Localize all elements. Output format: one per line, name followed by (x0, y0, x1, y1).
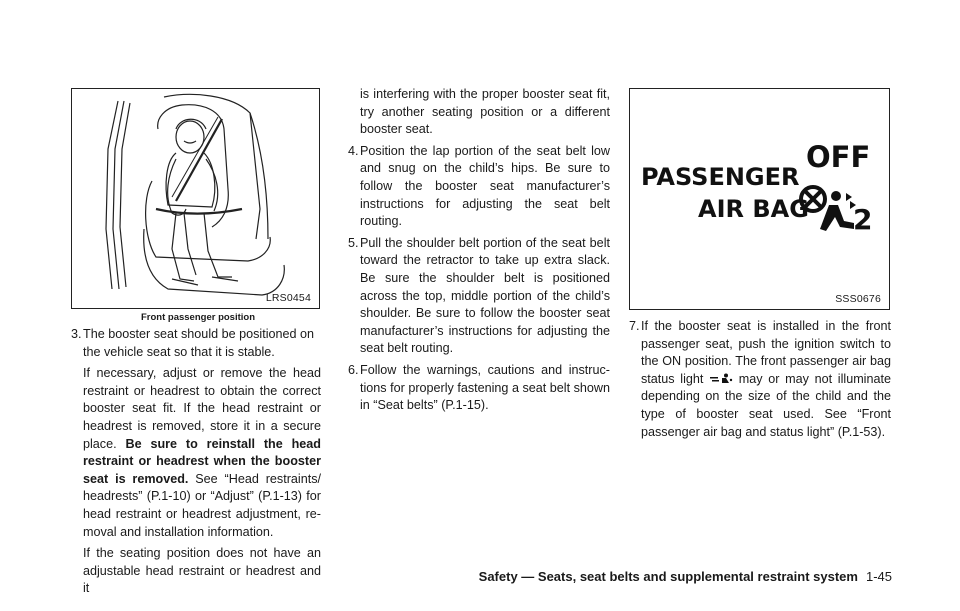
passenger-label: PASSENGER (641, 163, 800, 191)
step-3: 3.The booster seat should be positioned on the vehicle seat so that it is stable. If necessary, adjust or remove the head restraint or headrest to obtain the correct booster seat fit. If the head restraint or headrest is removed, store it in a secure place. Be sure to reinstall the head restraint or headrest when the booster seat is removed. See “Head restraints/ headrests” (P.1-10) or “Adjust” (P.1-13) for head restraint or headrest adjustment, re- moval and installation information. If the seating position does not have an adjustable head restraint or headrest and it (71, 327, 321, 596)
step-4: 4.Position the lap portion of the seat belt low and snug on the child’s hips. Be sure to follow the booster seat manufacturer’s instructions for adjusting the seat belt routing. (348, 143, 610, 229)
airbag-off-indicator (630, 89, 889, 309)
step-5: 5.Pull the shoulder belt portion of the seat belt toward the retractor to take up extra slack. Be sure the shoulder belt is positioned across the top, middle portion of the child’s shoulder. Be sure to follow the booster seat manufacturer’s instructions for adjusting the seat belt routing. (348, 235, 610, 356)
figure-caption: Front passenger position (141, 312, 256, 323)
figure-code: SSS0676 (835, 293, 881, 305)
figure-airbag-indicator (629, 88, 890, 310)
figure-booster-seat (71, 88, 320, 309)
text-column-right (629, 318, 891, 445)
page-number: 1-45 (865, 569, 892, 584)
footer-section-title: Safety — Seats, seat belts and supplemental restraint system (478, 569, 858, 584)
page-footer (479, 569, 892, 584)
step-3-continued: is interfering with the proper booster seat fit, try another seating position or a different booster seat. (360, 87, 610, 137)
step-7: 7.If the booster seat is installed in the front passenger seat, push the ignition switch to the ON position. The front passenger air bag status light may or may not illuminate depending on the size of the child and the type of booster seat used. See “Front passenger air bag and status light” (P.1-53). (629, 319, 891, 439)
booster-seat-illustration (72, 89, 319, 308)
passenger-airbag-status-icon (709, 373, 733, 384)
figure-code: LRS0454 (265, 292, 311, 304)
step-6: 6.Follow the warnings, cautions and instruc- tions for properly fastening a seat belt shown in “Seat belts” (P.1-15). (348, 362, 610, 413)
air-bag-label: AIR BAG (698, 195, 809, 223)
child-number-icon: 2 (853, 203, 873, 236)
text-column-left (71, 326, 321, 602)
text-column-middle (348, 86, 610, 419)
off-label: OFF (806, 140, 871, 174)
